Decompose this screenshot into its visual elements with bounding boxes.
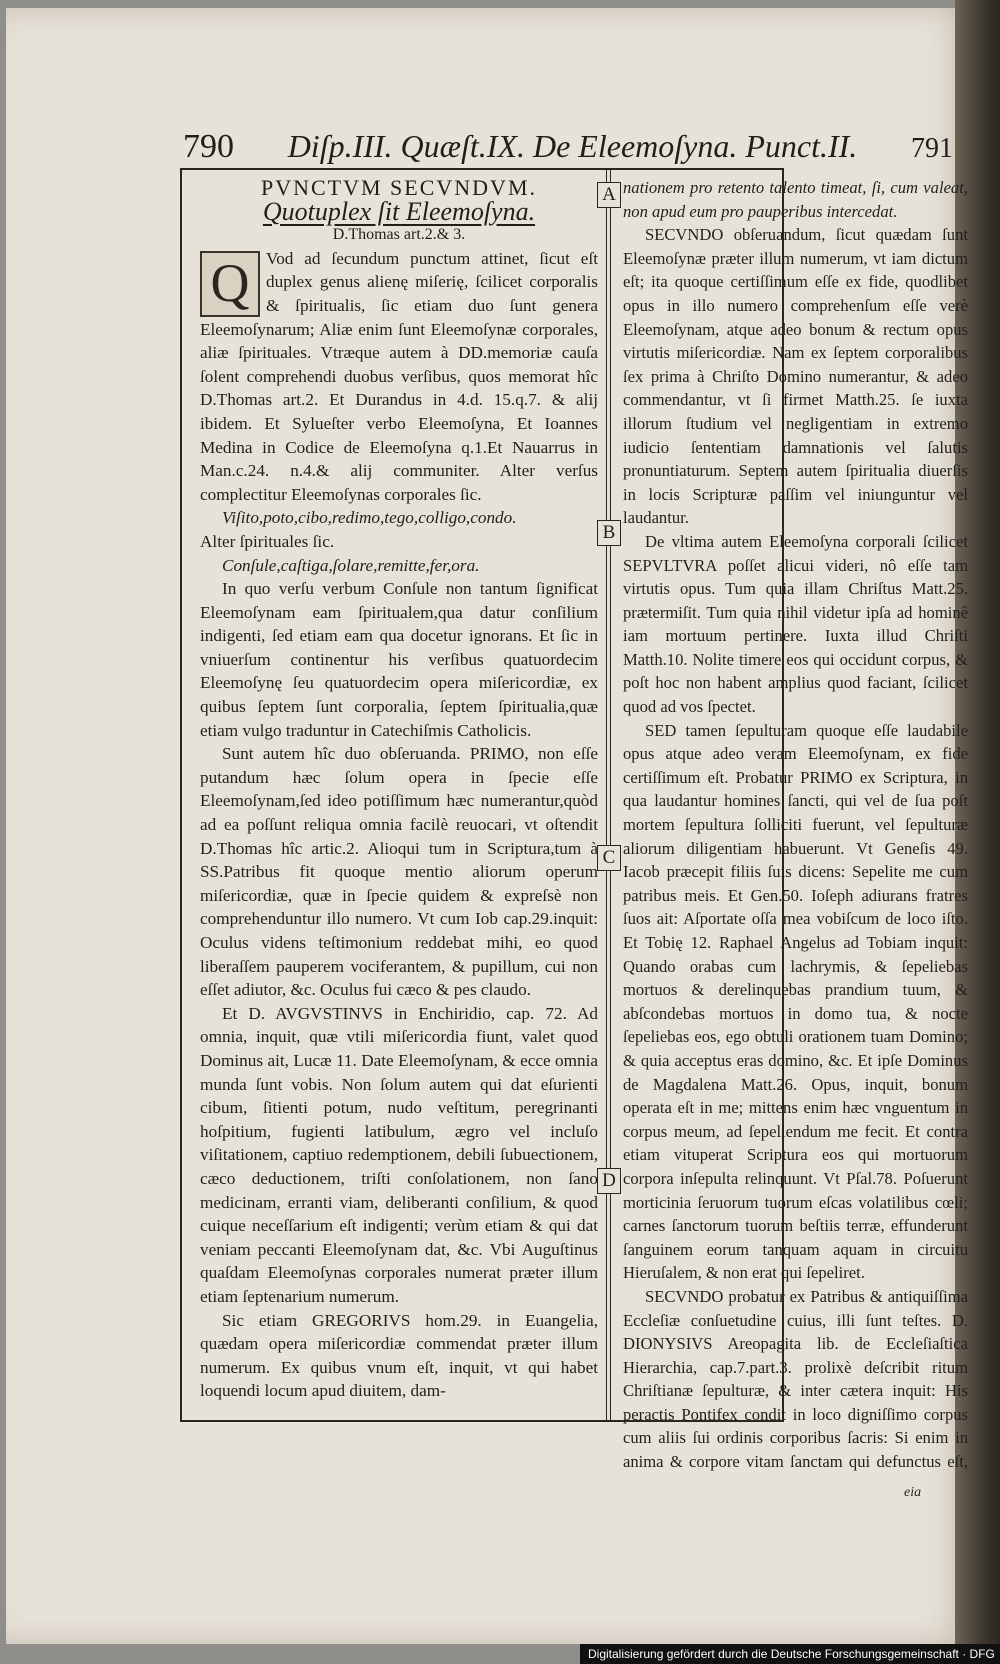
paragraph: Et D. AVGVSTINVS in Enchiridio, cap. 72. Ad omnia, inquit, quæ vtili miſericordia fiunt, valet quod Dominus ait, Lucæ 11. Date Eleemoſynam, & ecce omnia munda ſunt vobis. Non ſolum autem qui dat eſurienti cibum, ſitienti potum, nudo veſtitum, peregrinanti hoſpitium, fugienti latibulum, ægro vel incluſo viſitationem, captiuo redemptionem, debili ſubuectionem, cæco deductionem, triſti conſolationem, non ſano medicinam, erranti viam, deliberanti conſilium, & quod cuique neceſſarium eſt indigenti; verùm etiam & qui dat veniam peccanti Eleemoſynam dat, &c. Vbi Auguſtinus quaſdam Eleemoſynas corporales numerat præter illum etiam ſeptenarium numerum.	[200, 1003, 598, 1306]
paragraph: nationem pro retento talento timeat, ſi, cum valeat, non apud eum pro pauperibus intercedat.	[623, 178, 968, 221]
section-reference: D.Thomas art.2.& 3.	[332, 226, 466, 244]
paragraph: In quo verſu verbum Conſule non tantum ſignificat Eleemoſynam eam ſpiritualem,qua datur conſilium indigenti, ſed etiam eam qua docetur ignorans. Et ſic in vniuerſum continentur his verſibus quatuordecim Eleemoſynę ſeu quatuordecim opera miſericordiæ, ex quibus ſeptem ſunt corporalia, ſeptem ſpiritualia,quæ etiam vulgo traduntur in Catechiſmis Catholicis.	[200, 579, 598, 740]
verse-line: Conſule,caſtiga,ſolare,remitte,fer,ora.	[222, 555, 480, 575]
paragraph: Sic etiam GREGORIVS hom.29. in Euangelia, quædam opera miſericordiæ commendat præter illum numerum. Ex quibus vnum eſt, inquit, vt qui habet loquendi locum apud diuitem, dam-	[200, 1310, 598, 1401]
paragraph: SECVNDO probatur ex Patribus & antiquiſſima Eccleſiæ conſuetudine cuius, illi ſunt teſtes. D. DIONYSIVS Areopagita lib. de Eccleſiaſtica Hierarchia, cap.7.part.3. prolixè deſcribit ritum Chriſtianæ ſepulturæ, & inter cætera inquit: His peractis Pontifex condit in loco digniſſimo corpus cum aliis ſui ordinis corporibus ſacris: Si enim in anima & corpore vitam ſanctam qui defunctus eſt,	[623, 1286, 968, 1472]
verse-line: Viſito,poto,cibo,redimo,tego,colligo,condo.	[222, 508, 517, 528]
catchword: eia	[904, 1485, 922, 1500]
section-subheading: Quotuplex ſit Eleemoſyna.	[262, 196, 536, 226]
left-column	[200, 176, 598, 1424]
page-number-left: 790	[183, 128, 234, 165]
paragraph: Sunt autem hîc duo obſeruanda. PRIMO, non eſſe putandum hæc ſolum opera in ſpecie eſſe Eleemoſynam,ſed ideo potiſſimum hæc numerantur,quòd ad ea poſſunt reliqua omnia facilè reuocari, vt oſtendit D.Thomas hîc artic.2. Alioqui tum in Scriptura,tum à SS.Patribus fit quoque mentio aliorum operum miſericordiæ, quæ in ſpecie quidem & expreſsè non comprehenduntur illo numero. Vt cum Iob cap.29.inquit: Oculus videns teſtimonium reddebat mihi, eo quod liberaſſem pauperem vociferantem, & pupillum, cui non eſſet adiutor, &c. Oculus fui cæco & pes claudo.	[200, 744, 598, 1000]
digitization-footer: Digitalisierung gefördert durch die Deutsche Forschungsgemeinschaft · DFG	[580, 1644, 1000, 1664]
section-heading: PVNCTVM SECVNDVM.	[260, 176, 538, 200]
paragraph: Alter ſpirituales ſic.	[200, 531, 335, 551]
decorated-initial: Q	[200, 251, 260, 317]
page-number-right: 791	[911, 133, 953, 164]
paragraph: De vltima autem Eleemoſyna corporali ſcilicet SEPVLTVRA poſſet alicui videri, nô eſſe tam virtutis opus. Tum quia illam Chriſtus Matt.25. prætermiſit. Tum quia nihil videtur ipſa ad hominê iam mortuum pertinere. Iuxta illud Chriſti Matth.10. Nolite timere eos qui occidunt corpus, & poſt hoc non habent amplius quod faciant, ſcilicet quod ad vos ſpectet.	[623, 531, 968, 717]
margin-letter-a: A	[597, 182, 621, 208]
paragraph: SECVNDO obſeruandum, ſicut quædam ſunt Eleemoſynæ præter illum numerum, vt iam dictum eſt; ita quoque certiſſimum eſſe ex fide, quodlibet opus in illo numero comprehenſum eſſe verè Eleemoſynam, atque adeo bonum & rectum opus virtutis miſericordiæ. Nam ex ſeptem corporalibus ſex prima à Chriſto Domino numerantur, & adeo commendantur, vt ſi firmet Matth.25. ſe iuxta illorum ſtudium vel negligentiam in extremo iudicio ſententiam damnationis vel ſalutis pronuntiaturum. Septem autem ſpiritualia diuerſis in locis Scripturæ paſſim vel iniunguntur vel laudantur.	[623, 225, 968, 528]
margin-letter-c: C	[597, 845, 621, 871]
right-column	[623, 176, 968, 1476]
paragraph: Q Vod ad ſecundum punctum attinet, ſicut eſt duplex genus alienę miſerię, ſcilicet corporalis & ſpiritualis, ſic etiam duo ſunt genera Eleemoſynarum; Aliæ enim ſunt Eleemoſynæ corporales, aliæ ſpirituales. Vtræque autem à DD.memoriæ cauſa ſolent comprehendi duobus verſibus, quos memorat hîc D.Thomas art.2. Et Durandus in 4.d. 15.q.7. & alij ibidem. Et Sylueſter verbo Eleemoſyna, Et Ioannes Medina in Codice de Eleemoſyna q.1.Et Nauarrus in Man.c.24. n.4.& alij communiter. Alter verſus complectitur Eleemoſynas corporales ſic.	[200, 248, 598, 504]
paragraph: SED tamen ſepulturam quoque eſſe laudabile opus atque adeo veram Eleemoſynam, ex fide certiſſimum eſt. Probatur PRIMO ex Scriptura, in qua laudantur homines ſancti, qui vel de ſua poſt mortem ſepultura ſolliciti fuerunt, vel ſepulturæ aliorum diligentiam habuerunt. Vt Geneſis 49. Iacob præcepit filiis ſuis dicens: Sepelite me cum patribus meis. Et Gen.50. Ioſeph adiurans fratres ſuos ait: Aſportate oſſa mea vobiſcum de loco iſto. Et Tobię 12. Raphael Angelus ad Tobiam inquit: Quando orabas cum lachrymis, & ſepeliebas mortuos & derelinquebas prandium tuum, & abſcondebas mortuos in domo tua, & nocte ſepeliebas eos, ego obtuli orationem tuam Domino; & quia acceptus eras domino, &c. Et ipſe Dominus de Magdalena Matt.26. Opus, inquit, bonum operata eſt in me; mittens enim hæc vnguentum in corpus meum, ad ſepeliendum me fecit. Et contra etiam vituperat Scriptura eos qui mortuorum corpora inſepulta relinquunt. Vt Pſal.78. Poſuerunt morticinia ſeruorum tuorum eſcas volatilibus cœli; carnes ſanctorum tuorum beſtiis terræ, effunderunt ſanguinem eorum tanquam aquam in circuitu Hieruſalem, & non erat qui ſepeliret.	[623, 720, 968, 1283]
column-rule	[606, 168, 607, 1421]
running-title: Diſp.III. Quæſt.IX. De Eleemoſyna. Punct.II.	[287, 128, 858, 164]
running-header	[183, 128, 953, 168]
margin-letter-d: D	[597, 1168, 621, 1194]
margin-letter-b: B	[597, 520, 621, 546]
column-rule-inner	[610, 168, 611, 1421]
